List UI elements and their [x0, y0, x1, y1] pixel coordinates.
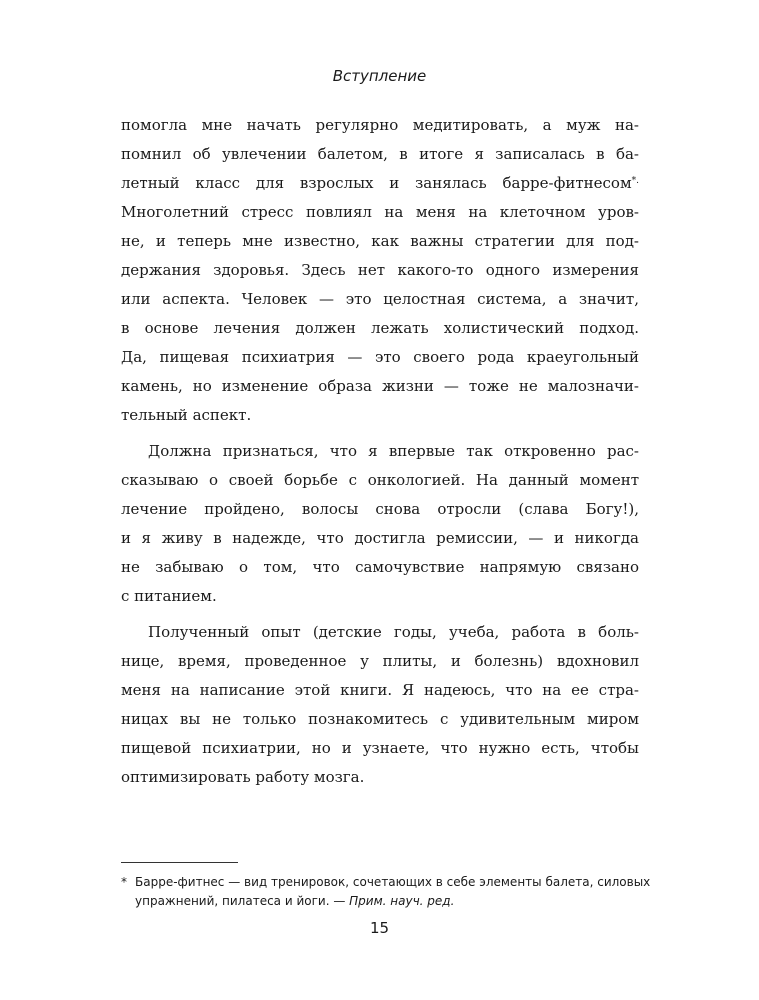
text-line: Должна признаться, что я впервые так откровенно рас-: [148, 442, 639, 460]
editor-note: Прим. науч. ред.: [349, 894, 455, 908]
text-line: Да, пищевая психиатрия — это своего рода краеугольный: [121, 348, 639, 366]
text-line: камень, но изменение образа жизни — тоже не малозначи-: [121, 377, 639, 395]
text-line: ницах вы не только познакомитесь с удивительным миром: [121, 710, 639, 728]
body-text: [121, 111, 639, 792]
text-line: Многолетний стресс повлиял на меня на клеточном уров-: [121, 203, 639, 221]
footnote: [121, 873, 651, 911]
text-line: в основе лечения должен лежать холистический подход.: [121, 319, 639, 337]
text-line: оптимизировать работу мозга.: [121, 768, 365, 786]
text-line: и я живу в надежде, что достигла ремиссии, — и никогда: [121, 529, 639, 547]
text-line: держания здоровья. Здесь нет какого-то одного измерения: [121, 261, 639, 279]
text-line: лечение пройдено, волосы снова отросли (слава Богу!),: [121, 500, 639, 518]
text-line: Полученный опыт (детские годы, учеба, работа в боль-: [148, 623, 639, 641]
text-line: не забываю о том, что самочувствие напрямую связано: [121, 558, 639, 576]
footnote-reference: *.: [631, 176, 639, 186]
text-line: помнил об увлечении балетом, в итоге я записалась в ба-: [121, 145, 639, 163]
text-line: не, и теперь мне известно, как важны стратегии для под-: [121, 232, 639, 250]
text-line: или аспекта. Человек — это целостная система, а значит,: [121, 290, 639, 308]
running-head: Вступление: [332, 67, 427, 85]
footnote-text: [121, 873, 651, 911]
text-line-with-footnote-ref: [121, 169, 639, 198]
page-number: 15: [369, 919, 390, 937]
footnote-line: Барре-фитнес — вид тренировок, сочетающих в себе элементы балета, силовых: [135, 875, 651, 889]
text-line: пищевой психиатрии, но и узнаете, что нужно есть, чтобы: [121, 739, 639, 757]
footnote-divider: [121, 862, 238, 863]
text-line: помогла мне начать регулярно медитировать, а муж на-: [121, 116, 639, 134]
footnote-line: [135, 892, 639, 911]
footnote-text-plain: упражнений, пилатеса и йоги. —: [135, 894, 350, 908]
text-line: сказываю о своей борьбе с онкологией. На данный момент: [121, 471, 639, 489]
text-line: с питанием.: [121, 587, 217, 605]
text-line: нице, время, проведенное у плиты, и болезнь) вдохновил: [121, 652, 639, 670]
footnote-marker: *: [121, 875, 127, 889]
text-line-fragment: летный класс для взрослых и занялась барре-фитнесом: [121, 174, 632, 192]
text-line: тельный аспект.: [121, 406, 252, 424]
text-line: меня на написание этой книги. Я надеюсь, что на ее стра-: [121, 681, 639, 699]
